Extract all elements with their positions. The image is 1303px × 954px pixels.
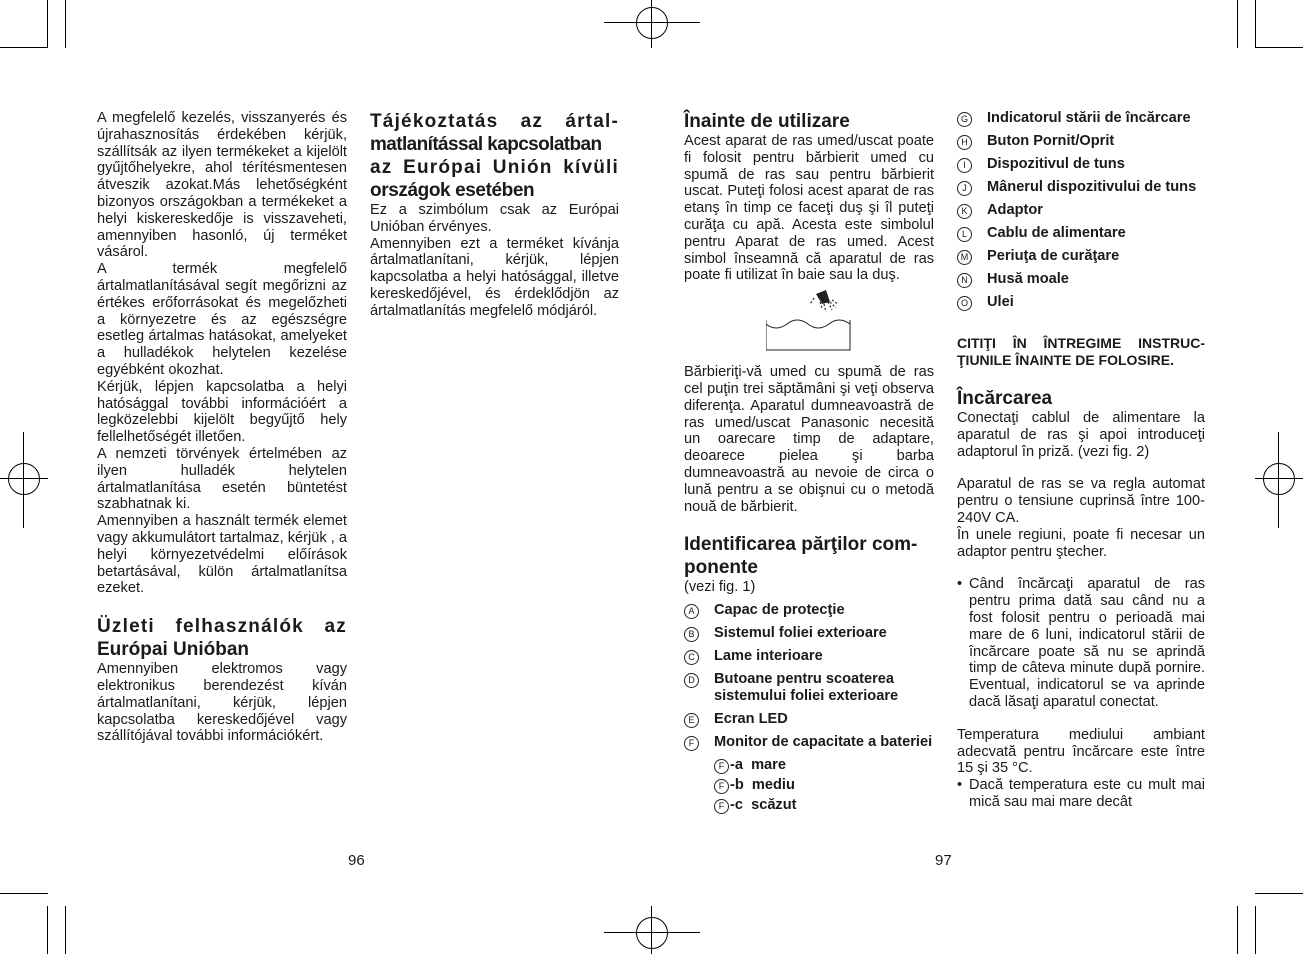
circled-letter-icon: C (684, 650, 699, 665)
paragraph: Bărbieriţi-vă umed cu spumă de ras cel puţin trei săptămâni şi veţi observa diferenţa. Aparatul dumneavoastră de ras umed/uscat Panasonic necesită un oarecare timp de adaptare, deoarece pielea şi barba dumneavoastră au nevoie de circa o lună pentru a se obişnui cu o metodă nouă de bărbierit. (684, 364, 934, 515)
shower-icon (766, 290, 856, 360)
bullet-item: • Dacă temperatura este cu mult mai mică sau mai mare decât (957, 777, 1205, 810)
circled-letter-icon: F (714, 779, 729, 794)
part-item: F Monitor de capacitate a bateriei (684, 734, 934, 751)
paragraph: Ez a szimbólum csak az Európai Unióban érvényes. (370, 202, 619, 235)
circled-letter-icon: E (684, 713, 699, 728)
paragraph: A nemzeti törvények értelmében az ilyen hulladék helytelen ártalmatlanítása esetén büntetést szabhatnak ki. (97, 445, 347, 513)
page-number: 97 (935, 852, 952, 869)
figure-reference: (vezi fig. 1) (684, 579, 756, 596)
circled-letter-icon: A (684, 604, 699, 619)
part-item: E Ecran LED (684, 711, 934, 728)
paragraph: Temperatura mediului ambiant adecvată pentru încărcare este între 15 şi 35 °C. (957, 726, 1205, 777)
circled-letter-icon: K (957, 204, 972, 219)
circled-letter-icon: N (957, 273, 972, 288)
paragraph: Aparatul de ras se va regla automat pentru o tensiune cuprinsă între 100-240V CA. (957, 476, 1205, 526)
circled-letter-icon: B (684, 627, 699, 642)
part-item: H Buton Pornit/Oprit (957, 133, 1205, 150)
paragraph: Amennyiben ezt a terméket kívánja ártalmatlanítani, kérjük, lépjen kapcsolatba a helyi hatósággal, illetve kereskedőjével, és érdeklődjön az ártalmatlanítás megfelelő módjáról. (370, 235, 619, 319)
part-item: I Dispozitivul de tuns (957, 156, 1205, 173)
paragraph: Conectaţi cablul de alimentare la aparatul de ras şi apoi introduceţi adaptorul în priză. (vezi fig. 2) (957, 410, 1205, 460)
paragraph: Amennyiben elektromos vagy elektronikus berendezést kíván ártalmatlanítani, kérjük, lépjen kapcsolatba kereskedőjével vagy szállítójával további információkért. (97, 661, 347, 745)
section-heading: Încărcarea (957, 388, 1053, 409)
paragraph: Acest aparat de ras umed/uscat poate fi folosit pentru bărbierit umed cu spumă de ras sau pentru bărbierit uscat. Puteţi folosi acest aparat de ras etanş în timp ce faceţi duş şi îl puteţi curăţa cu apă. Acesta este simbolul pentru Aparat de ras umed. Acest simbol înseamnă că aparatul de ras poate fi utilizat în baie sau la duş. (684, 133, 934, 284)
circled-letter-icon: D (684, 673, 699, 688)
section-heading: országok esetében (370, 180, 535, 201)
part-item: O Ulei (957, 294, 1205, 311)
circled-letter-icon: H (957, 135, 972, 150)
part-item: L Cablu de alimentare (957, 225, 1205, 242)
col-disposal-outside-eu (370, 110, 619, 320)
section-heading: az Európai Unión kívüli (370, 157, 619, 178)
part-item: C Lame interioare (684, 648, 934, 665)
bullet-icon: • (957, 777, 963, 794)
col-charging-ro (957, 110, 1205, 811)
paragraph: Kérjük, lépjen kapcsolatba a helyi hatósággal további információért a legközelebbi kijelölt begyűjtő hely fellelhetőségét illetően. (97, 378, 347, 446)
circled-letter-icon: G (957, 112, 972, 127)
circled-letter-icon: F (684, 736, 699, 751)
section-heading: Înainte de utilizare (684, 111, 850, 132)
circled-letter-icon: F (714, 759, 729, 774)
circled-letter-icon: O (957, 296, 972, 311)
part-item: G Indicatorul stării de încărcare (957, 110, 1205, 127)
circled-letter-icon: F (714, 799, 729, 814)
part-item: A Capac de protecţie (684, 602, 934, 619)
paragraph: A termék megfelelő ártalmatlanításával segít megőrizni az értékes erőforrásokat és megelőzheti a környezetre és az egészségre esetleg ártalmas hatásokat, amelyeket a hulladékok helytelen kezelése egyébként okozhat. (97, 261, 347, 378)
paragraph: Amennyiben a használt termék elemet vagy akkumulátort tartalmaz, kérjük , a helyi környezetvédelmi előírások betartásával, külön ártalmatlanítsa ezeket. (97, 513, 347, 597)
section-heading: Identificarea părţilor com- (684, 534, 918, 556)
part-item: M Periuţa de curăţare (957, 248, 1205, 265)
paragraph: În unele regiuni, poate fi necesar un adaptor pentru ştecher. (957, 526, 1205, 560)
col-before-use-ro (684, 110, 934, 817)
sub-part-item: F -b mediu (714, 777, 934, 794)
sub-part-item: F -a mare (714, 757, 934, 774)
page-number: 96 (348, 852, 365, 869)
part-item: B Sistemul foliei exterioare (684, 625, 934, 642)
wet-shaver-symbol (684, 284, 934, 364)
col-disposal-hu (97, 110, 347, 745)
circled-letter-icon: L (957, 227, 972, 242)
bullet-item: • Când încărcaţi aparatul de ras pentru prima dată sau când nu a fost folosit pentru o perioadă mai mare de 6 luni, indicatorul stării de încărcare poate să nu se aprindă timp de câteva minute după pornire. Eventual, indicatorul se va aprinde dacă lăsaţi aparatul conectat. (957, 576, 1205, 710)
bullet-icon: • (957, 576, 963, 593)
section-heading: Üzleti felhasználók az (97, 616, 347, 638)
section-heading: ponente (684, 557, 758, 579)
section-heading: Tájékoztatás az ártal- (370, 111, 619, 132)
circled-letter-icon: I (957, 158, 972, 173)
part-item: K Adaptor (957, 202, 1205, 219)
warning-notice: CITIŢI ÎN ÎNTREGIME INSTRUC-ŢIUNILE ÎNAINTE DE FOLOSIRE. (957, 335, 1205, 368)
part-item: D Butoane pentru scoaterea sistemului foliei exterioare (684, 671, 934, 705)
circled-letter-icon: J (957, 181, 972, 196)
sub-part-item: F -c scăzut (714, 797, 934, 814)
section-heading: matlanítással kapcsolatban (370, 134, 602, 155)
part-item: N Husă moale (957, 271, 1205, 288)
circled-letter-icon: M (957, 250, 972, 265)
section-heading: Európai Unióban (97, 639, 249, 661)
paragraph: A megfelelő kezelés, visszanyerés és újrahasznosítás érdekében kérjük, szállítsák az ilyen termékeket a kijelölt gyűjtőhelyekre, ahol térítésmentesen átveszik azokat.Más lehetőségként bizonyos országokban a termékeket a helyi kiskereskedője is visszaveheti, amennyiben hasonló, új terméket vásárol. (97, 110, 347, 261)
part-item: J Mânerul dispozitivului de tuns (957, 179, 1205, 196)
